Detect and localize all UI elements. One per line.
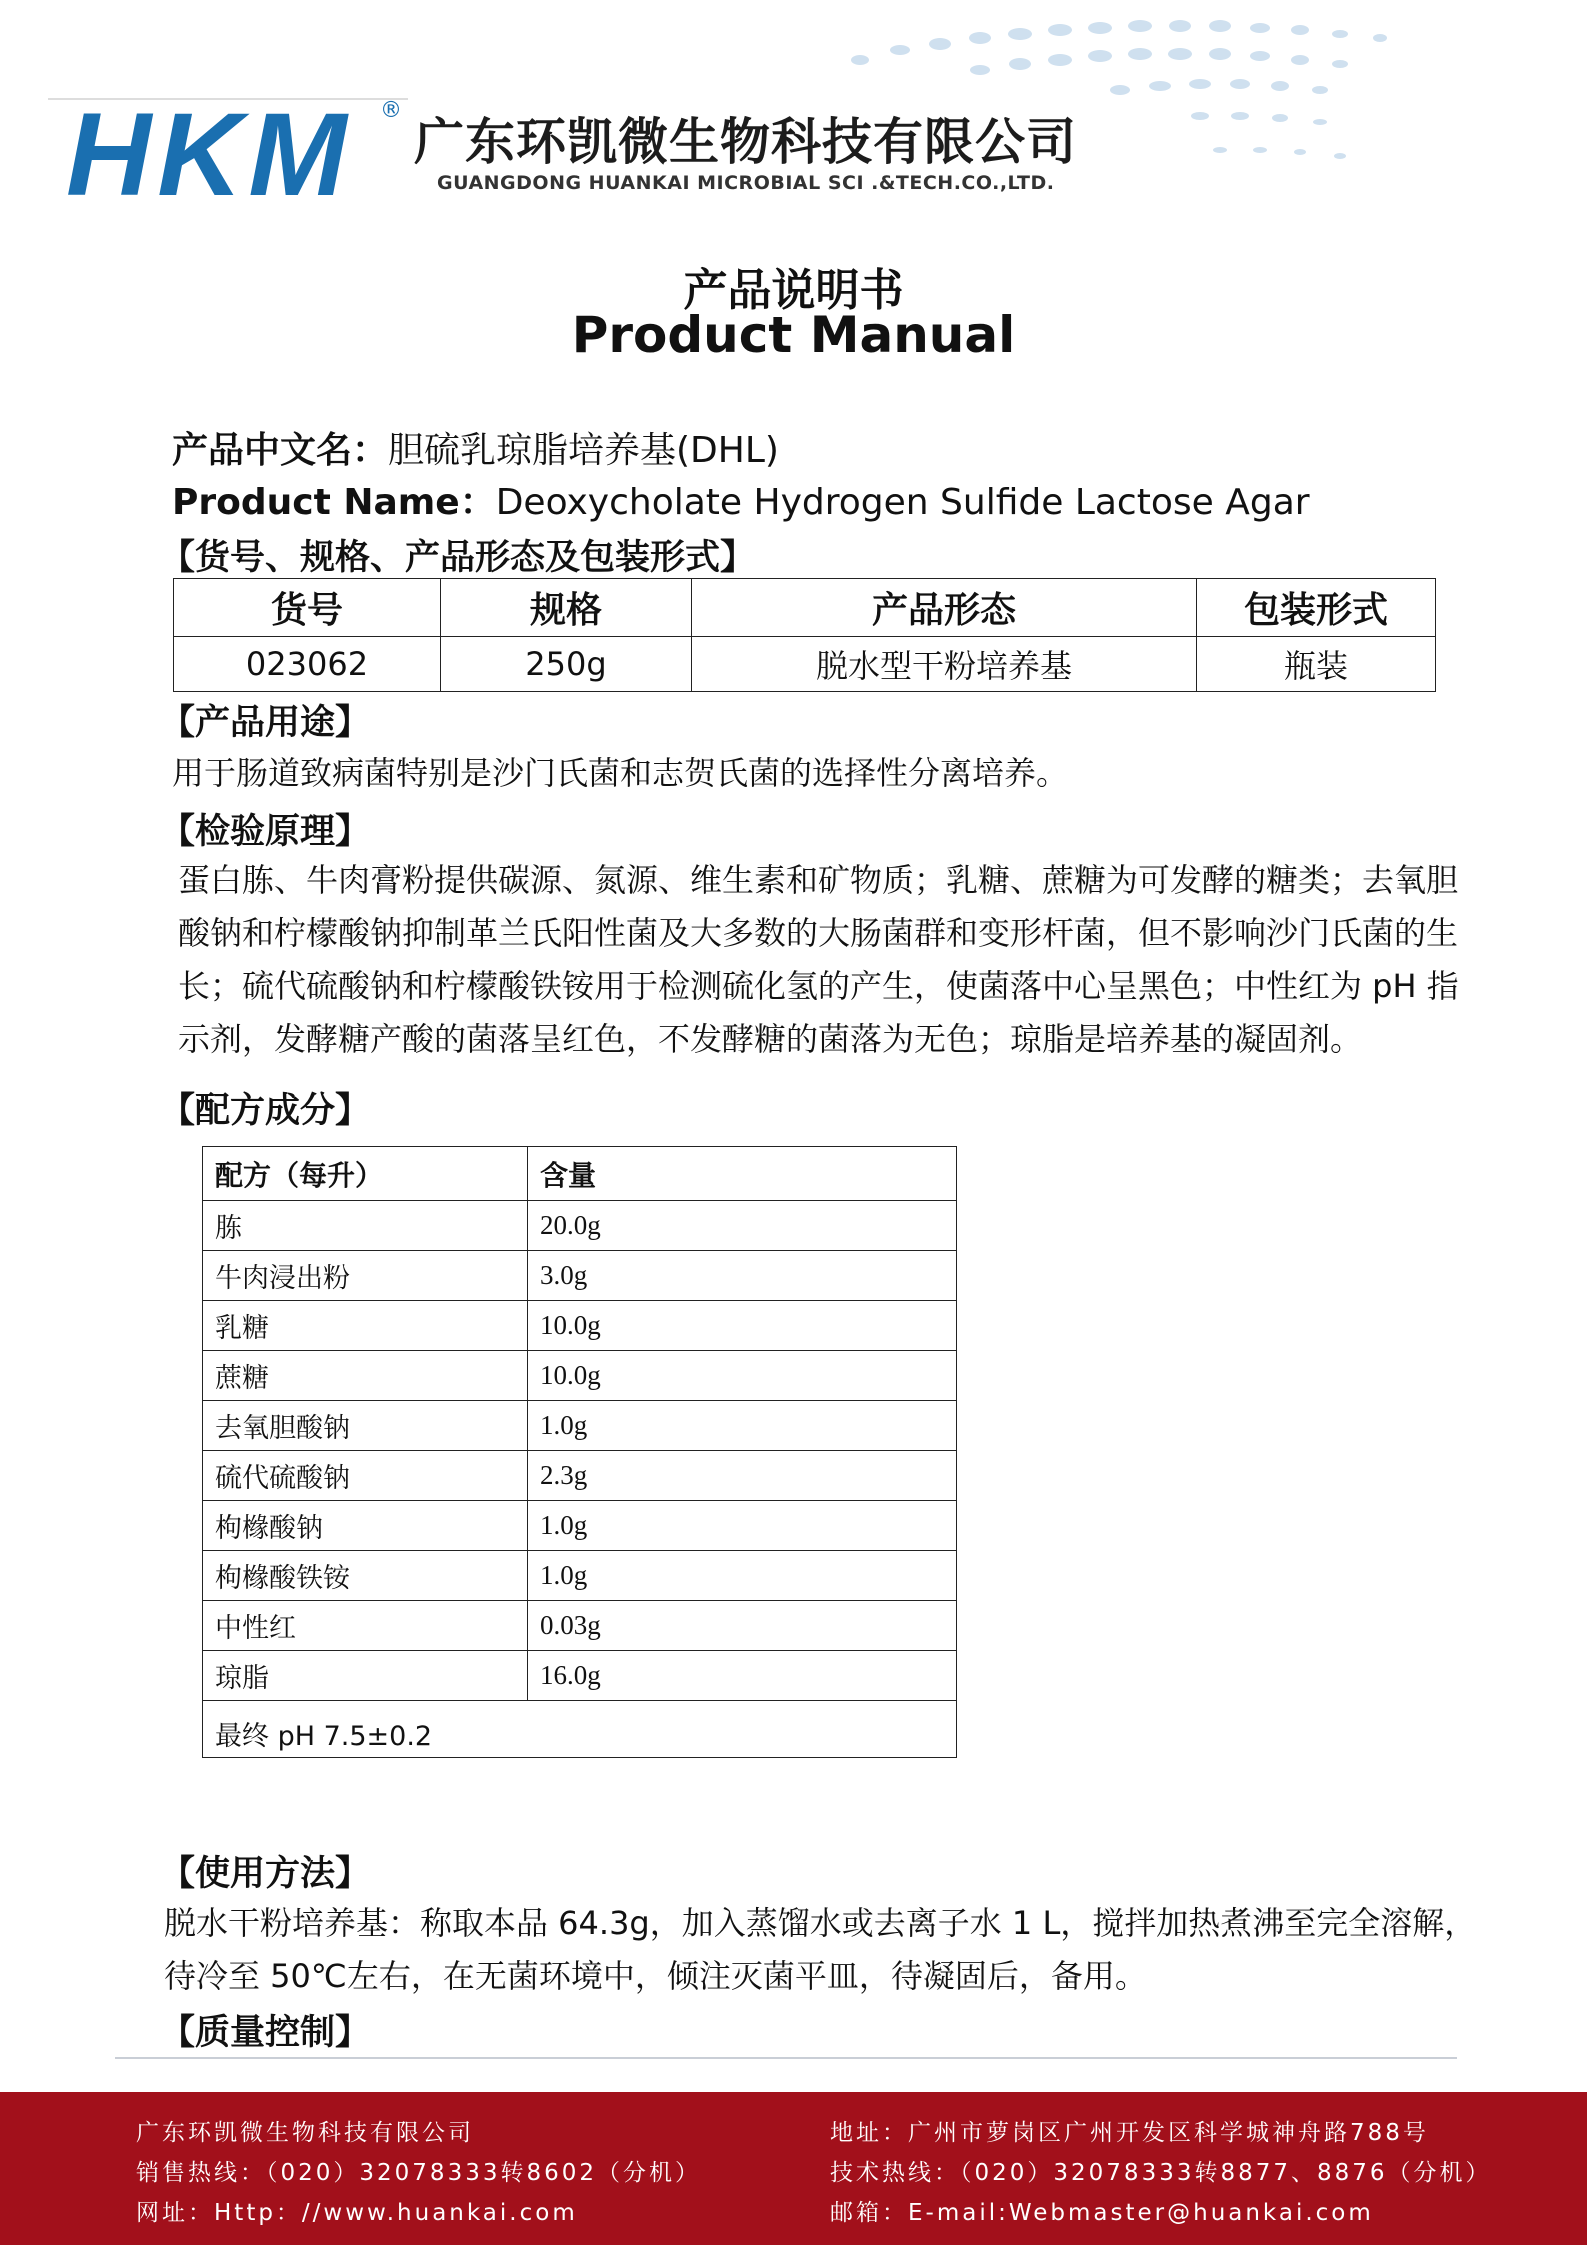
formula-row [203,1251,957,1301]
formula-table [202,1146,957,1758]
ingredient-amount: 0.03g [528,1601,957,1651]
ingredient-amount: 1.0g [528,1501,957,1551]
spec-cell-spec: 250g [441,637,692,692]
bottom-rule [115,2057,1457,2059]
usage-text: 用于肠道致病菌特别是沙门氏菌和志贺氏菌的选择性分离培养。 [172,754,1069,792]
product-name-en: Deoxycholate Hydrogen Sulfide Lactose Agar [495,482,1310,523]
footer-tech-hotline: 技术热线：（020）32078333转8877、8876（分机） [830,2160,1492,2186]
method-line: 待冷至 50℃左右，在无菌环境中，倾注灭菌平皿，待凝固后，备用。 [164,1957,1147,1995]
hkm-logo: HKM [66,89,353,221]
spec-table [173,578,1436,692]
footer-address: 地址：广州市萝岗区广州开发区科学城神舟路788号 [830,2120,1429,2146]
spec-cell-form: 脱水型干粉培养基 [692,637,1197,692]
principle-line: 酸钠和柠檬酸钠抑制革兰氏阳性菌及大多数的大肠菌群和变形杆菌，但不影响沙门氏菌的生 [178,914,1459,952]
ingredient-name: 枸橼酸铁铵 [203,1551,528,1601]
spec-table-header-row [174,579,1436,637]
ingredient-amount: 20.0g [528,1201,957,1251]
spec-cell-item-no: 023062 [174,637,441,692]
footer-company: 广东环凯微生物科技有限公司 [136,2120,474,2146]
spec-header-cell: 规格 [441,579,692,637]
ingredient-name: 枸橼酸钠 [203,1501,528,1551]
document-title-cn: 产品说明书 [683,265,904,316]
formula-header-row [203,1147,957,1201]
formula-row [203,1201,957,1251]
final-ph: 最终 pH 7.5±0.2 [203,1701,957,1758]
formula-ph-row [203,1701,957,1758]
footer [0,2092,1587,2245]
ingredient-name: 乳糖 [203,1301,528,1351]
formula-row [203,1451,957,1501]
product-name-cn-label: 产品中文名： [172,430,389,471]
ingredient-name: 牛肉浸出粉 [203,1251,528,1301]
method-line: 脱水干粉培养基：称取本品 64.3g，加入蒸馏水或去离子水 1 L，搅拌加热煮沸至完全溶解， [164,1904,1477,1942]
formula-header-amount: 含量 [528,1147,957,1201]
formula-header-name: 配方（每升） [203,1147,528,1201]
ingredient-name: 琼脂 [203,1651,528,1701]
formula-heading: 【配方成分】 [160,1091,371,1131]
method-heading: 【使用方法】 [160,1854,371,1894]
footer-sales-hotline: 销售热线：（020）32078333转8602（分机） [136,2160,701,2186]
spec-section-heading: 【货号、规格、产品形态及包装形式】 [160,538,756,578]
ingredient-amount: 10.0g [528,1301,957,1351]
principle-text [178,854,1478,1066]
ingredient-name: 中性红 [203,1601,528,1651]
document-title-en: Product Manual [571,306,1016,364]
spec-header-cell: 货号 [174,579,441,637]
ingredient-name: 胨 [203,1201,528,1251]
product-name-en-label: Product Name： [172,482,496,523]
formula-row [203,1501,957,1551]
ingredient-name: 蔗糖 [203,1351,528,1401]
formula-row [203,1401,957,1451]
formula-row [203,1351,957,1401]
ingredient-amount: 2.3g [528,1451,957,1501]
formula-row [203,1301,957,1351]
usage-heading: 【产品用途】 [160,703,371,743]
ingredient-amount: 1.0g [528,1401,957,1451]
formula-row [203,1551,957,1601]
ingredient-amount: 3.0g [528,1251,957,1301]
ingredient-amount: 10.0g [528,1351,957,1401]
ingredient-name: 去氧胆酸钠 [203,1401,528,1451]
principle-line: 示剂，发酵糖产酸的菌落呈红色，不发酵糖的菌落为无色；琼脂是培养基的凝固剂。 [178,1020,1363,1058]
spec-table-row [174,637,1436,692]
quality-heading: 【质量控制】 [160,2013,371,2053]
registered-mark: ® [380,98,402,123]
formula-row [203,1651,957,1701]
principle-line: 蛋白胨、牛肉膏粉提供碳源、氮源、维生素和矿物质；乳糖、蔗糖为可发酵的糖类；去氧胆 [178,861,1459,899]
method-text [164,1897,1484,2003]
ingredient-amount: 16.0g [528,1651,957,1701]
product-name-cn: 胆硫乳琼脂培养基(DHL) [388,430,779,471]
company-name-cn: 广东环凯微生物科技有限公司 [414,113,1077,171]
ingredient-amount: 1.0g [528,1551,957,1601]
principle-line: 长；硫代硫酸钠和柠檬酸铁铵用于检测硫化氢的产生，使菌落中心呈黑色；中性红为 pH 指 [178,967,1459,1005]
company-name-en: GUANGDONG HUANKAI MICROBIAL SCI .&TECH.CO.,LTD. [437,172,1055,194]
product-name-en-line [172,474,1310,525]
formula-row [203,1601,957,1651]
spec-header-cell: 产品形态 [692,579,1197,637]
product-name-cn-line [172,422,779,473]
spec-header-cell: 包装形式 [1197,579,1436,637]
principle-heading: 【检验原理】 [160,812,371,852]
footer-email-link[interactable]: 邮箱：E-mail:Webmaster@huankai.com [830,2200,1374,2226]
footer-website-link[interactable]: 网址：Http：//www.huankai.com [136,2200,578,2226]
spec-cell-package: 瓶装 [1197,637,1436,692]
ingredient-name: 硫代硫酸钠 [203,1451,528,1501]
